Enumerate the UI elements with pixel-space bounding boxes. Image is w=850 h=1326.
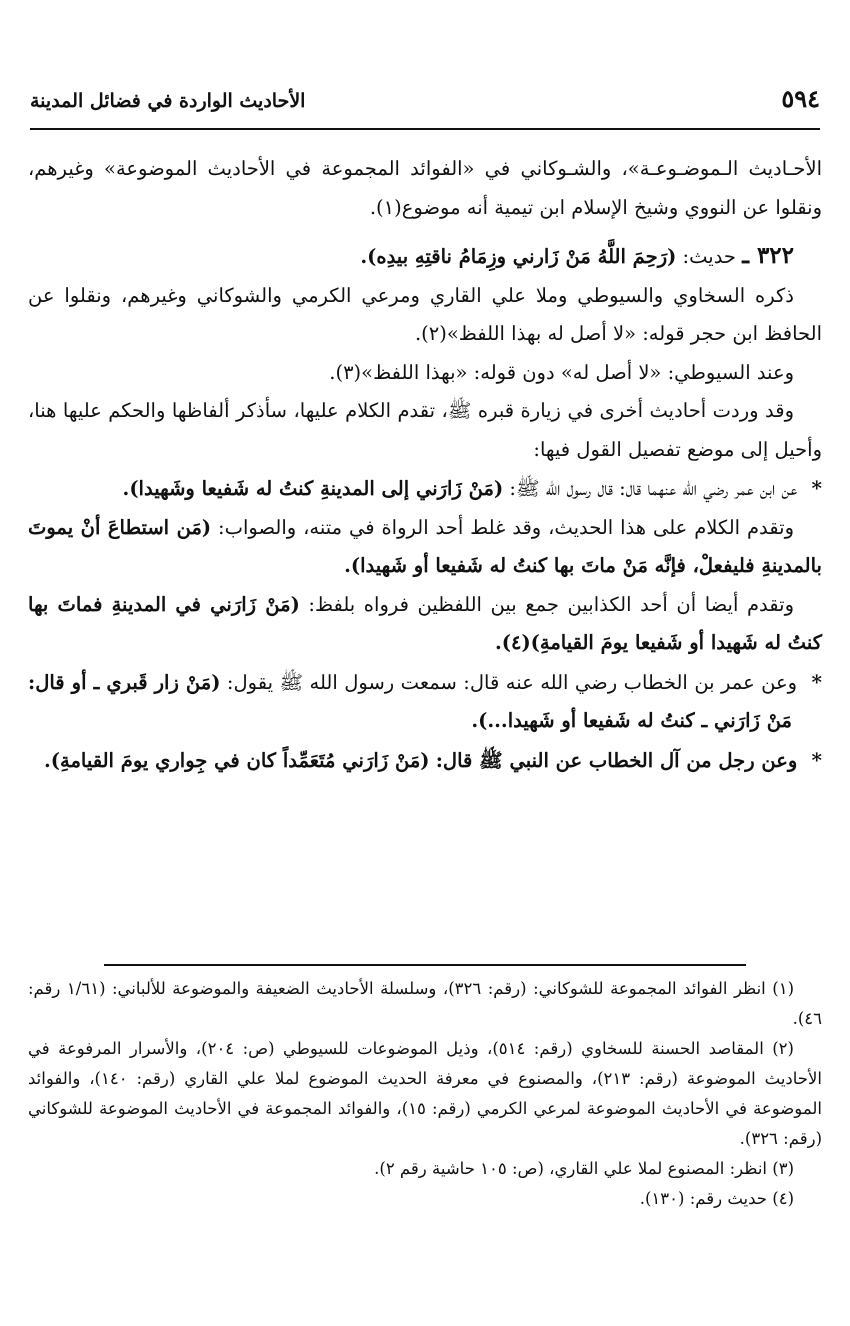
- list-item-umar: [28, 663, 822, 741]
- main-text: [28, 150, 822, 780]
- asterisk-bullet: *: [811, 747, 822, 772]
- item-quote: (مَنْ زَارَني مُتَعَمِّداً كان في جِواري يومَ القيامةِ).: [44, 748, 430, 772]
- footnote-1: (١) انظر الفوائد المجموعة للشوكاني: (رقم: ٣٢٦)، وسلسلة الأحاديث الضعيفة والموضوعة للألباني: (١/٦١ رقم: ٤٦).: [28, 979, 822, 1028]
- paragraph-quote: (مَنْ زَارَني في المدينةِ فماتَ بها كنتُ له شَهيدا أو شَفيعا يومَ القيامةِ)(٤).: [28, 592, 822, 654]
- paragraph-fabricator: [28, 586, 822, 663]
- paragraph-continuation: الأحـاديث الـموضـوعـة»، والشـوكاني في «الفوائد المجموعة في الأحاديث الموضوعة» وغيرهم، ونقلوا عن النووي وشيخ الإسلام ابن تيمية أنه موضوع(١).: [28, 157, 822, 219]
- item-lead: وعن عمر بن الخطاب رضي الله عنه قال: سمعت رسول الله ﷺ يقول:: [226, 670, 798, 694]
- paragraph-other-hadiths: وقد وردت أحاديث أخرى في زيارة قبره ﷺ، تقدم الكلام عليها، سأذكر ألفاظها والحكم عليها هنا، وأحيل إلى موضع تفصيل القول فيها:: [28, 399, 822, 461]
- paragraph-suyuti: وعند السيوطي: «لا أصل له» دون قوله: «بهذا اللفظ»(٣).: [329, 360, 794, 384]
- item-quote: (مَنْ زَارَني إلى المدينةِ كنتُ له شَفيعا وشَهيدا).: [122, 477, 504, 500]
- footnote-4: (٤) حديث رقم: (١٣٠).: [639, 1189, 794, 1208]
- asterisk-bullet: *: [811, 669, 823, 694]
- paragraph-correction: [28, 509, 822, 586]
- asterisk-bullet: *: [811, 476, 822, 500]
- header-rule: [30, 128, 820, 130]
- paragraph-lead: وتقدم أيضا أن أحد الكذابين جمع بين اللفظين فرواه بلفظ:: [308, 592, 794, 616]
- paragraph-sources: ذكره السخاوي والسيوطي وملا علي القاري ومرعي الكرمي والشوكاني وغيرهم، ونقلوا عن الحافظ ابن حجر قوله: «لا أصل له بهذا اللفظ»(٢).: [28, 283, 822, 345]
- item-lead: وعن رجل من آل الخطاب عن النبي ﷺ قال:: [435, 748, 798, 772]
- item-lead: عن ابن عمر رضي الله عنهما قال: قال رسول الله ﷺ:: [509, 477, 798, 500]
- hadith-text: (رَحِمَ اللَّهُ مَنْ زَارني وزِمَامُ ناقتِهِ بيدِه).: [360, 245, 677, 268]
- hadith-label: حديث:: [682, 245, 736, 268]
- item-quote: (مَنْ زار قَبري ـ أو قال: مَنْ زَارَني ـ كنتُ له شَفيعا أو شَهيدا...).: [28, 670, 792, 732]
- list-item-ibn-umar: [28, 469, 822, 509]
- running-title: الأحاديث الواردة في فضائل المدينة: [30, 90, 306, 112]
- footnotes: [28, 974, 822, 1214]
- paragraph-quote: (مَن استطاعَ أنْ يموتَ بالمدينةِ فليفعلْ، فإنَّه مَنْ ماتَ بها كنتُ له شَفيعا أو شَهيدا).: [28, 515, 822, 577]
- footnote-rule: [104, 964, 746, 966]
- list-item-al-khattab: [28, 741, 822, 781]
- running-header: [30, 84, 820, 113]
- paragraph-lead: وتقدم الكلام على هذا الحديث، وقد غلط أحد الرواة في متنه، والصواب:: [218, 515, 794, 539]
- hadith-heading-322: [28, 237, 822, 277]
- footnote-2: (٢) المقاصد الحسنة للسخاوي (رقم: ٥١٤)، وذيل الموضوعات للسيوطي (ص: ٢٠٤)، والأسرار المرفوعة في الأحاديث الموضوعة (رقم: ٢١٣)، والمصنوع في معرفة الحديث الموضوع لملا علي القاري (رقم: ١٤٠)، والفوائد الموضوعة في الأحاديث الموضوعة لمرعي الكرمي (رقم: ١٥)، والفوائد المجموعة في الأحاديث الموضوعة للشوكاني (رقم: ٣٢٦).: [28, 1039, 822, 1148]
- page-number: ٥٩٤: [781, 84, 820, 113]
- footnote-3: (٣) انظر: المصنوع لملا علي القاري، (ص: ١٠٥ حاشية رقم ٢).: [374, 1159, 794, 1178]
- hadith-number: ٣٢٢ ـ: [742, 242, 794, 269]
